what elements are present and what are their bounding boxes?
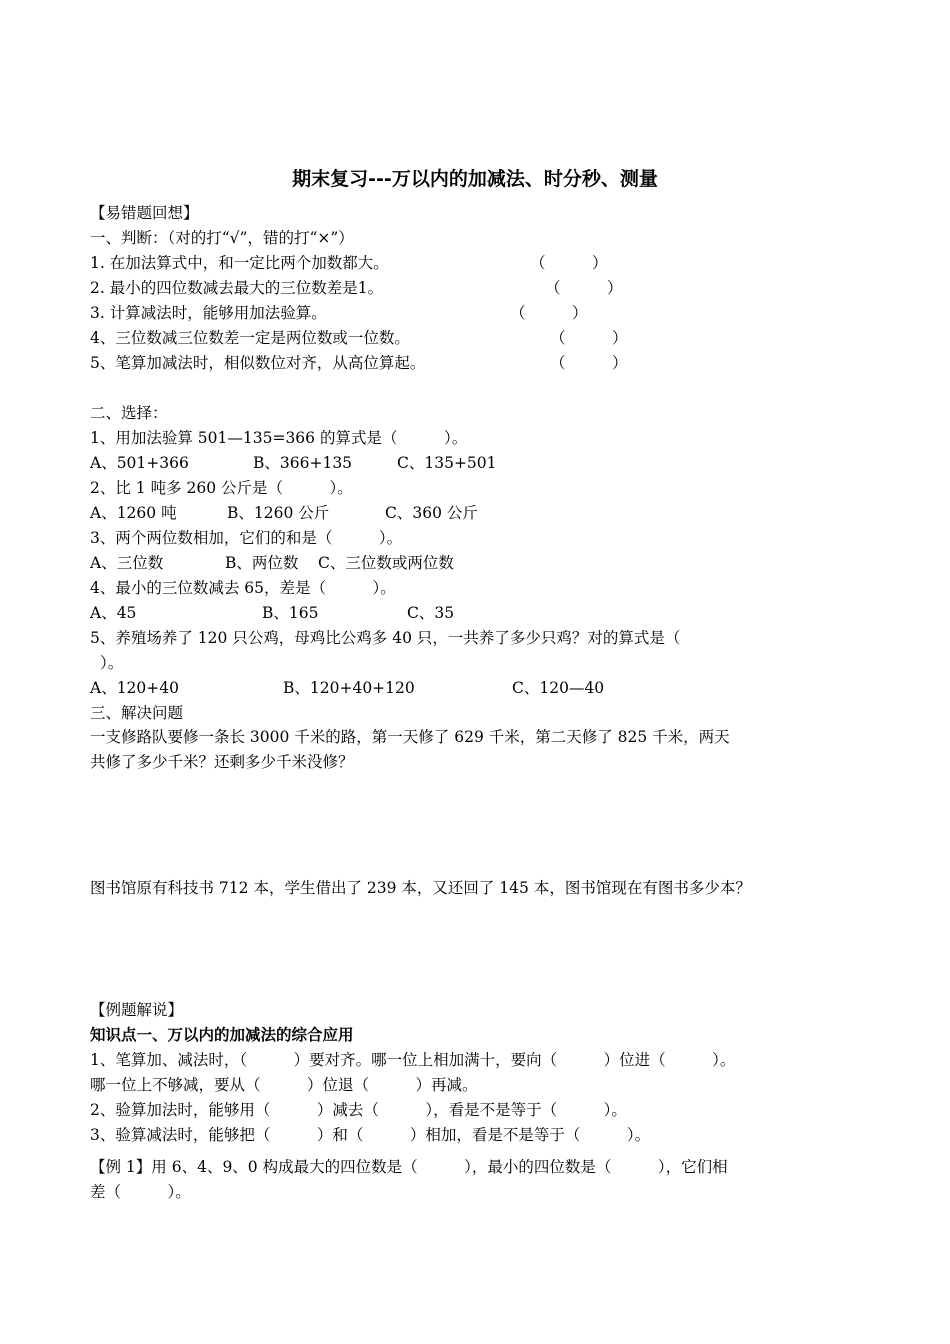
kp-item-3: 3、验算减法时，能够把（ ）和（ ）相加，看是不是等于（ ）。	[90, 1126, 651, 1144]
solve-title: 三、解决问题	[90, 704, 184, 722]
problem-1-line2: 共修了多少千米？还剩多少千米没修？	[90, 753, 354, 771]
example-1-line2: 差（ ）。	[90, 1183, 191, 1201]
page-title: 期末复习---万以内的加减法、时分秒、测量	[292, 168, 658, 190]
choice-5-option-c: C、120—40	[512, 679, 605, 697]
problem-2: 图书馆原有科技书 712 本，学生借出了 239 本，又还回了 145 本，图书馆现在有图书多少本？	[90, 879, 751, 897]
choice-2-option-c: C、360 公斤	[385, 504, 478, 522]
choice-1-option-c: C、135+501	[397, 454, 497, 472]
example-1-line1: 【例 1】用 6、4、9、0 构成最大的四位数是（ ），最小的四位数是（ ），它们相	[90, 1158, 728, 1176]
choice-1-option-b: B、366+135	[253, 454, 353, 472]
section-header-mistakes: 【易错题回想】	[90, 204, 199, 222]
choice-question-5-line2: ）。	[100, 654, 124, 672]
choice-question-5-line1: 5、养殖场养了 120 只公鸡，母鸡比公鸡多 40 只，一共养了多少只鸡？对的算式是（	[90, 629, 681, 647]
choice-3-option-b: B、两位数	[225, 554, 299, 572]
choice-question-2: 2、比 1 吨多 260 公斤是（ ）。	[90, 479, 353, 497]
judge-blank-1[interactable]: （ ）	[530, 254, 608, 272]
section-header-examples: 【例题解说】	[90, 1001, 184, 1019]
judge-item-2: 2. 最小的四位数减去最大的三位数差是1。	[90, 279, 384, 297]
choice-3-option-c: C、三位数或两位数	[318, 554, 454, 572]
choice-5-option-b: B、120+40+120	[283, 679, 415, 697]
choice-1-option-a: A、501+366	[90, 454, 189, 472]
choice-5-option-a: A、120+40	[90, 679, 179, 697]
choice-2-option-a: A、1260 吨	[90, 504, 177, 522]
judge-item-5: 5、笔算加减法时，相似数位对齐，从高位算起。	[90, 354, 426, 372]
choice-question-1: 1、用加法验算 501—135=366 的算式是（ ）。	[90, 429, 468, 447]
choice-title: 二、选择：	[90, 404, 168, 422]
judge-item-1: 1. 在加法算式中，和一定比两个加数都大。	[90, 254, 389, 272]
judge-blank-5[interactable]: （ ）	[550, 354, 628, 372]
choice-question-3: 3、两个两位数相加，它们的和是（ ）。	[90, 529, 403, 547]
choice-3-option-a: A、三位数	[90, 554, 164, 572]
kp-item-2: 2、验算加法时，能够用（ ）减去（ ），看是不是等于（ ）。	[90, 1101, 627, 1119]
choice-4-option-b: B、165	[262, 604, 319, 622]
kp-item-1-line2: 哪一位上不够减，要从（ ）位退（ ）再减。	[90, 1076, 478, 1094]
kp-item-1-line1: 1、笔算加、减法时，（ ）要对齐。哪一位上相加满十，要向（ ）位进（ ）。	[90, 1051, 736, 1069]
judge-title: 一、判断：（对的打“√”，错的打“×”）	[90, 229, 354, 247]
problem-1-line1: 一支修路队要修一条长 3000 千米的路，第一天修了 629 千米，第二天修了 825 千米，两天	[90, 728, 730, 746]
knowledge-point-title: 知识点一、万以内的加减法的综合应用	[90, 1026, 354, 1044]
choice-4-option-c: C、35	[407, 604, 455, 622]
choice-2-option-b: B、1260 公斤	[227, 504, 330, 522]
judge-blank-3[interactable]: （ ）	[510, 304, 588, 322]
judge-item-3: 3. 计算减法时，能够用加法验算。	[90, 304, 327, 322]
choice-question-4: 4、最小的三位数减去 65，差是（ ）。	[90, 579, 396, 597]
judge-item-4: 4、三位数减三位数差一定是两位数或一位数。	[90, 329, 410, 347]
choice-4-option-a: A、45	[90, 604, 137, 622]
judge-blank-2[interactable]: （ ）	[545, 279, 623, 297]
judge-blank-4[interactable]: （ ）	[550, 329, 628, 347]
